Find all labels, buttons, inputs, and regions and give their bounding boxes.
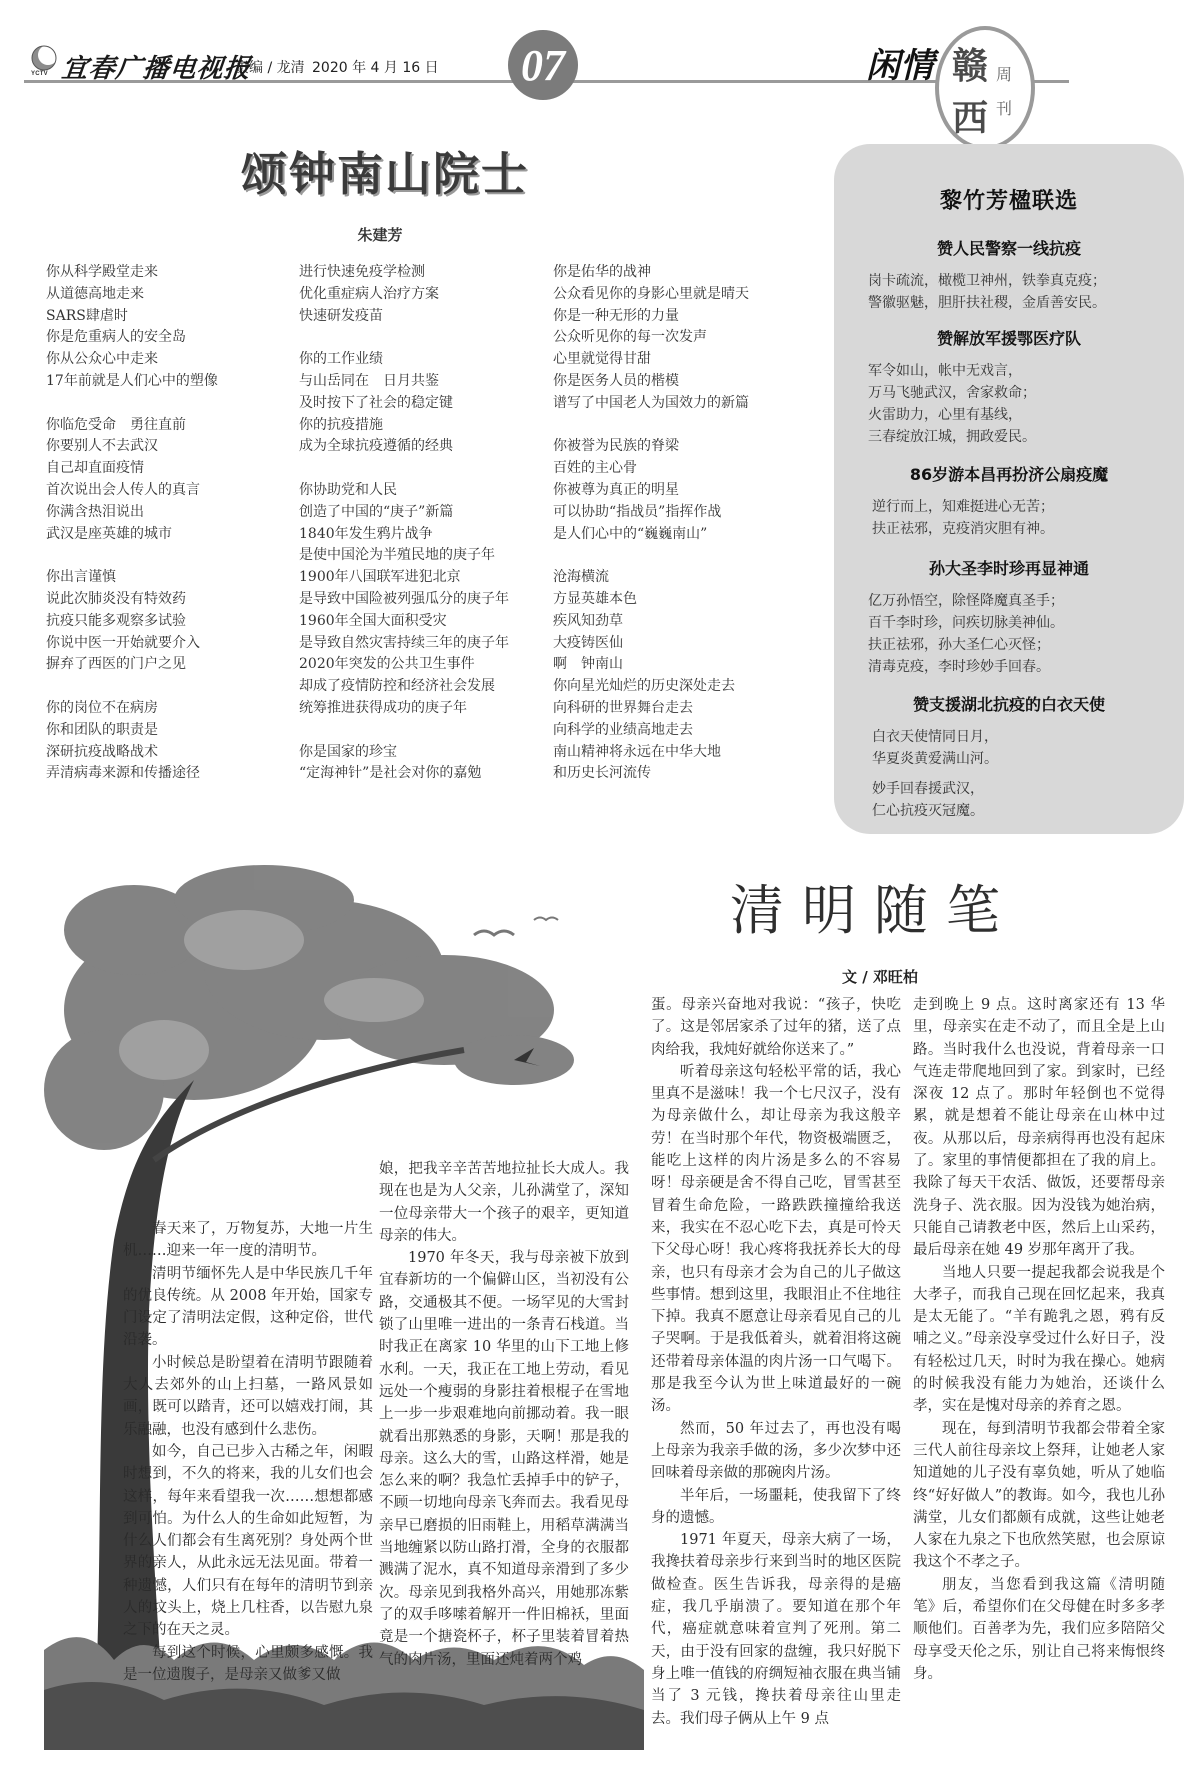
couplet-heading: 孙大圣李时珍再显神通 [928, 559, 1089, 578]
essay-paragraph: 如今，自己已步入古稀之年，闲暇时想到，不久的将来，我的儿女们也会这样，每年来看望我一次……想想都感到可怕。为什么人的生命如此短暂，为什么人们都会有生离死别？身处两个世界的亲人，从此永远无法见面。带着一种遗憾，人们只有在每年的清明节到亲人的坟头上，烧上几柱香，以告慰九泉之下的在天之灵。 [123, 1443, 373, 1639]
essay-column [913, 994, 1165, 1685]
poem-line: 你是一种无形的力量 [553, 307, 679, 324]
poem-line: 你满含热泪说出 [46, 503, 144, 520]
couplet-line: 亿万孙悟空，除怪降魔真圣手； [868, 593, 1064, 609]
poem-line: 是导致自然灾害持续三年的庚子年 [299, 634, 509, 651]
couplet-heading: 赞人民警察一线抗疫 [936, 239, 1081, 258]
poem-line: 深研抗疫战略战术 [46, 743, 158, 760]
poem-column [46, 262, 218, 785]
poem-line: 你要别人不去武汉 [46, 438, 158, 455]
poem-line: 你的岗位不在病房 [46, 699, 158, 716]
essay-paragraph: 朋友，当您看到我这篇《清明随笔》后，希望你们在父母健在时多多孝顺他们。百善孝为先，我们应多陪陪父母享受天伦之乐，别让自己将来悔恨终身。 [913, 1576, 1165, 1682]
stanza-break [299, 327, 509, 349]
poem-line: 你临危受命 勇往直前 [46, 416, 186, 433]
poem-line: 1840年发生鸦片战争 [299, 525, 433, 542]
poem-line: 你是危重病人的安全岛 [46, 329, 186, 346]
essay-paragraph: 听着母亲这句轻松平常的话，我心里真不是滋味！我一个七尺汉子，没有为母亲做什么，却让母亲为我这般辛劳！在当时那个年代，物资极端匮乏，能吃上这样的肉片汤是多么的不容易呀！母亲硬是舍不得自己吃，冒雪甚至冒着生命危险，一路跌跌撞撞给我送来，我实在不忍心吃下去，真是可怜天下父母心呀！我心疼将我抚养长大的母亲，也只有母亲才会为自己的儿子做这些事情。想到这里，我眼泪止不住地往下掉。我真不愿意让母亲看见自己的儿子哭啊。于是我低着头，就着泪将这碗还带着母亲体温的肉片汤一口气喝下。那是我至今认为世上味道最好的一碗汤。 [651, 1063, 901, 1415]
bird-icon [474, 931, 514, 935]
section-name: 闲情 [866, 46, 934, 86]
poem-line: 抗疫只能多观察多试验 [46, 612, 186, 629]
poem-line: 你说中医一开始就要介入 [46, 634, 200, 651]
poem-line: 弄清病毒来源和传播途径 [46, 765, 200, 782]
poem-line: 进行快速免疫学检测 [299, 264, 425, 280]
stanza-break [46, 676, 218, 698]
brand-char-gan: 赣 [952, 46, 989, 87]
poem-line: 从道德高地走来 [46, 285, 144, 302]
poem-line: 大疫铸医仙 [553, 634, 623, 651]
poem-line: 公众听见你的每一次发声 [553, 329, 707, 346]
poem-line: 你的工作业绩 [299, 351, 383, 368]
poem-line: 你是佑华的战神 [553, 264, 651, 280]
couplets-panel [834, 144, 1184, 834]
essay-paragraph: 1970 年冬天，我与母亲被下放到宜春新坊的一个偏僻山区，当初没有公路，交通极其不便。一场罕见的大雪封锁了山里唯一进出的一条青石栈道。当时我正在离家 10 华里的山下工地上修水利。一天，我正在工地上劳动，看见远处一个瘦弱的身影拄着根棍子在雪地上一步一步艰难地向前挪动着。我一眼就看出那熟悉的身影，天啊！那是我的母亲。这么大的雪，山路这样滑，她是怎么来的啊？我急忙丢掉手中的铲子，不顾一切地向母亲飞奔而去。我看见母亲早已磨损的旧雨鞋上，用稻草满满当当地缠紧以防山路打滑，全身的衣服都溅满了泥水，真不知道母亲滑到了多少次。母亲见到我格外高兴，用她那冻紫了的双手哆嗦着解开一件旧棉袄，里面竟是一个搪瓷杯子，杯子里装着冒着热气的肉片汤，里面还炖着两个鸡 [379, 1250, 629, 1668]
poem-line: 快速研发疫苗 [299, 307, 383, 324]
essay-title: 清明随笔 [730, 879, 1018, 942]
couplet-body [872, 496, 1054, 540]
brand-suffix-zhou: 周 [996, 65, 1013, 84]
essay-column [379, 1158, 629, 1671]
essay-paragraph: 走到晚上 9 点。这时离家还有 13 华里，母亲实在走不动了，而且全是上山路。当时我什么也没说，背着母亲一口气连走带爬地回到了家。到家时，已经深夜 12 点了。那时年轻倒也不觉得累，就是想着不能让母亲在山林中过夜。从那以后，母亲病得再也没有起床了。家里的事情便都担在了我的肩上。我除了每天干农活、做饭，还要帮母亲洗身子、洗衣服。因为没钱为她治病，只能自己请教老中医，然后上山采药，最后母亲在她 49 岁那年离开了我。 [913, 997, 1165, 1259]
couplet-line: 清毒克疫，李时珍妙手回春。 [868, 659, 1050, 675]
brand-suffix-kan: 刊 [996, 99, 1013, 118]
couplet-line: 警徽驱魅，胆肝扶社稷，金盾善安民。 [868, 295, 1106, 311]
poem-line: 百姓的主心骨 [553, 460, 637, 477]
poem-line: 方显英雄本色 [553, 590, 637, 607]
essay-paragraph: 春天来了，万物复苏，大地一片生机……迎来一年一度的清明节。 [123, 1221, 373, 1260]
essay-paragraph: 然而，50 年过去了，再也没有喝上母亲为我亲手做的汤，多少次梦中还回味着母亲做的那碗肉片汤。 [651, 1420, 901, 1482]
couplet-line: 三春绽放江城，拥政爱民。 [868, 429, 1036, 445]
poem-line: 啊 钟南山 [553, 656, 623, 673]
couplet-body [868, 360, 1036, 448]
poem-line: 17年前就是人们心中的塑像 [46, 372, 218, 389]
poem-line: 心里就觉得甘甜 [553, 351, 651, 368]
couplet-line: 火雷助力，心里有基线， [868, 407, 1022, 423]
couplet-line: 百千李时珍，问疾切脉美神仙。 [868, 615, 1064, 631]
poem-line: 你从公众心中走来 [46, 351, 158, 368]
essay-paragraph: 当地人只要一提起我都会说我是个大孝子，而我自己现在回忆起来，我真是太无能了。“羊有跪乳之恩，鸦有反哺之义。”母亲没享受过什么好日子，没有轻松过几天，时时为我在操心。她病的时候我没有能力为她治，还谈什么孝，实在是愧对母亲的养育之恩。 [913, 1264, 1165, 1415]
essay-paragraph: 每到这个时候，心里颇多感慨。我是一位遗腹子，是母亲又做爹又做 [123, 1644, 373, 1683]
poem-line: SARS肆虐时 [46, 307, 128, 324]
essay-column [123, 1218, 373, 1686]
poem-line: 向科学的业绩高地走去 [553, 721, 693, 738]
couplet-heading: 赞解放军援鄂医疗队 [936, 329, 1081, 348]
poem-line: 摒弃了西医的门户之见 [46, 656, 186, 673]
poem-line: 统筹推进获得成功的庚子年 [299, 699, 467, 716]
couplet-line: 华夏炎黄爱满山河。 [872, 751, 998, 767]
couplet-line: 仁心抗疫灭冠魔。 [872, 803, 984, 819]
couplet-heading: 86岁游本昌再扮济公扇疫魔 [909, 465, 1109, 484]
essay-paragraph: 半年后，一场噩耗，使我留下了终身的遗憾。 [651, 1487, 901, 1526]
couplet-line: 万马飞驰武汉，舍家救命； [868, 385, 1036, 401]
couplet-body [872, 726, 998, 822]
couplet-line: 军令如山，帐中无戏言， [868, 363, 1022, 379]
poem-line: 却成了疫情防控和经济社会发展 [299, 678, 495, 695]
poem-title: 颂钟南山院士 [241, 147, 529, 201]
poem-line: 你是医务人员的楷模 [553, 372, 679, 389]
poem-line: 你是国家的珍宝 [299, 743, 397, 760]
poem-column [299, 262, 509, 785]
poem-line: 1900年八国联军进犯北京 [299, 569, 461, 586]
poem-line: 你的抗疫措施 [299, 416, 383, 433]
couplet-line [872, 770, 998, 778]
poem-line: 公众看见你的身影心里就是晴天 [553, 285, 749, 302]
poem-line: 成为全球抗疫遵循的经典 [299, 438, 453, 455]
couplet-body [868, 590, 1064, 678]
poem-line: 你从科学殿堂走来 [46, 264, 158, 280]
couplet-line: 岗卡疏流，橄榄卫神州，铁拳真克疫； [868, 273, 1106, 289]
poem-line: 创造了中国的“庚子”新篇 [299, 503, 454, 520]
couplet-line: 白衣天使情同日月， [872, 729, 998, 745]
stanza-break [46, 545, 218, 567]
poem-line: 南山精神将永远在中华大地 [553, 743, 721, 760]
couplet-line: 扶正祛邪，孙大圣仁心灭怪； [868, 637, 1050, 653]
essay-paragraph: 现在，每到清明节我都会带着全家三代人前往母亲坟上祭拜，让她老人家知道她的儿子没有辜负她，听从了她临终“好好做人”的教诲。如今，我也儿孙满堂，儿女们都颇有成就，这些让她老人家在九泉之下也欣然笑慰，也会原谅我这个不孝之子。 [913, 1420, 1165, 1571]
couplet-line: 逆行而上，知难挺进心无苦； [872, 499, 1054, 515]
issue-date: 2020 年 4 月 16 日 [312, 60, 439, 76]
essay-paragraph: 蛋。母亲兴奋地对我说：“孩子，快吃了。这是邻居家杀了过年的猪，送了点肉给我，我炖好就给你送来了。” [651, 997, 901, 1058]
poem-line: 是人们心中的“巍巍南山” [553, 525, 708, 542]
poem-line: 可以协助“指战员”指挥作战 [553, 503, 722, 520]
essay-paragraph: 娘，把我辛辛苦苦地拉扯长大成人。我现在也是为人父亲，儿孙满堂了，深知一位母亲带大一个孩子的艰辛，更知道母亲的伟大。 [379, 1161, 629, 1244]
essay-paragraph: 小时候总是盼望着在清明节跟随着大人去郊外的山上扫墓，一路风景如画，既可以踏青，还可以嬉戏打闹，其乐融融，也没有感到什么悲伤。 [123, 1354, 373, 1438]
poem-line: 1960年全国大面积受灾 [299, 612, 447, 629]
poem-column [553, 262, 749, 785]
tree-foliage [44, 865, 574, 1150]
page-number: 07 [521, 41, 565, 90]
poem-line: 优化重症病人治疗方案 [299, 285, 439, 302]
poem-line: 谱写了中国老人为国效力的新篇 [553, 394, 749, 411]
stanza-break [299, 458, 509, 480]
poem-line: 沧海横流 [553, 569, 609, 586]
essay-author: 文 / 邓旺柏 [842, 968, 918, 986]
stanza-break [46, 393, 218, 415]
bird-icon [534, 918, 558, 921]
stanza-break [553, 415, 749, 437]
poem-line: 你被尊为真正的明星 [553, 481, 679, 498]
stanza-break [299, 720, 509, 742]
couplet-line: 妙手回春援武汉， [872, 781, 984, 797]
poem-line: 武汉是座英雄的城市 [46, 525, 172, 542]
poem-line: 和历史长河流传 [553, 765, 651, 782]
logo-text: YCTV [31, 71, 48, 77]
poem-line: 说此次肺炎没有特效药 [46, 590, 186, 607]
poem-line: 你协助党和人民 [299, 481, 397, 498]
couplet-heading: 赞支援湖北抗疫的白衣天使 [912, 695, 1105, 714]
couplet-body [868, 270, 1106, 314]
poem-line: 你向星光灿烂的历史深处走去 [553, 678, 735, 695]
poem-line: 自己却直面疫情 [46, 460, 144, 477]
poem-line: “定海神针”是社会对你的嘉勉 [299, 765, 482, 782]
stanza-break [553, 545, 749, 567]
poem-author: 朱建芳 [357, 226, 403, 244]
couplets-title: 黎竹芳楹联选 [939, 189, 1078, 214]
essay-paragraph: 1971 年夏天，母亲大病了一场，我搀扶着母亲步行来到当时的地区医院做检查。医生告诉我，母亲得的是癌症，我几乎崩溃了。要知道在那个年代，癌症就意味着宣判了死刑。第二天，由于没有回家的盘缠，我只好脱下身上唯一值钱的府绸短袖衣服在典当铺当了 3 元钱，搀扶着母亲往山里走去。我们母子俩从上午 9 点 [651, 1532, 901, 1727]
brand-char-xi: 西 [952, 98, 989, 139]
poem-line: 与山岳同在 日月共鉴 [299, 372, 439, 389]
essay-paragraph: 清明节缅怀先人是中华民族几千年的优良传统。从 2008 年开始，国家专门设定了清明法定假，这种定俗，世代沿袭。 [123, 1265, 373, 1349]
poem-line: 首次说出会人传人的真言 [46, 481, 200, 498]
poem-line: 疾风知劲草 [553, 612, 623, 629]
newspaper-name: 宜春广播电视报 [60, 54, 253, 84]
poem-line: 2020年突发的公共卫生事件 [299, 656, 475, 673]
poem-line: 向科研的世界舞台走去 [553, 699, 693, 716]
poem-line: 你和团队的职责是 [46, 721, 158, 738]
editor-credit: 责编 / 龙清 [235, 60, 305, 76]
couplet-line: 扶正祛邪，克疫消灾胆有神。 [872, 521, 1054, 537]
poem-line: 是使中国沦为半殖民地的庚子年 [299, 547, 495, 564]
essay-column [651, 994, 901, 1730]
poem-line: 及时按下了社会的稳定键 [299, 394, 453, 411]
poem-line: 你被誉为民族的脊梁 [553, 438, 679, 455]
poem-line: 你出言谨慎 [46, 569, 116, 586]
poem-line: 是导致中国险被列强瓜分的庚子年 [299, 590, 509, 607]
